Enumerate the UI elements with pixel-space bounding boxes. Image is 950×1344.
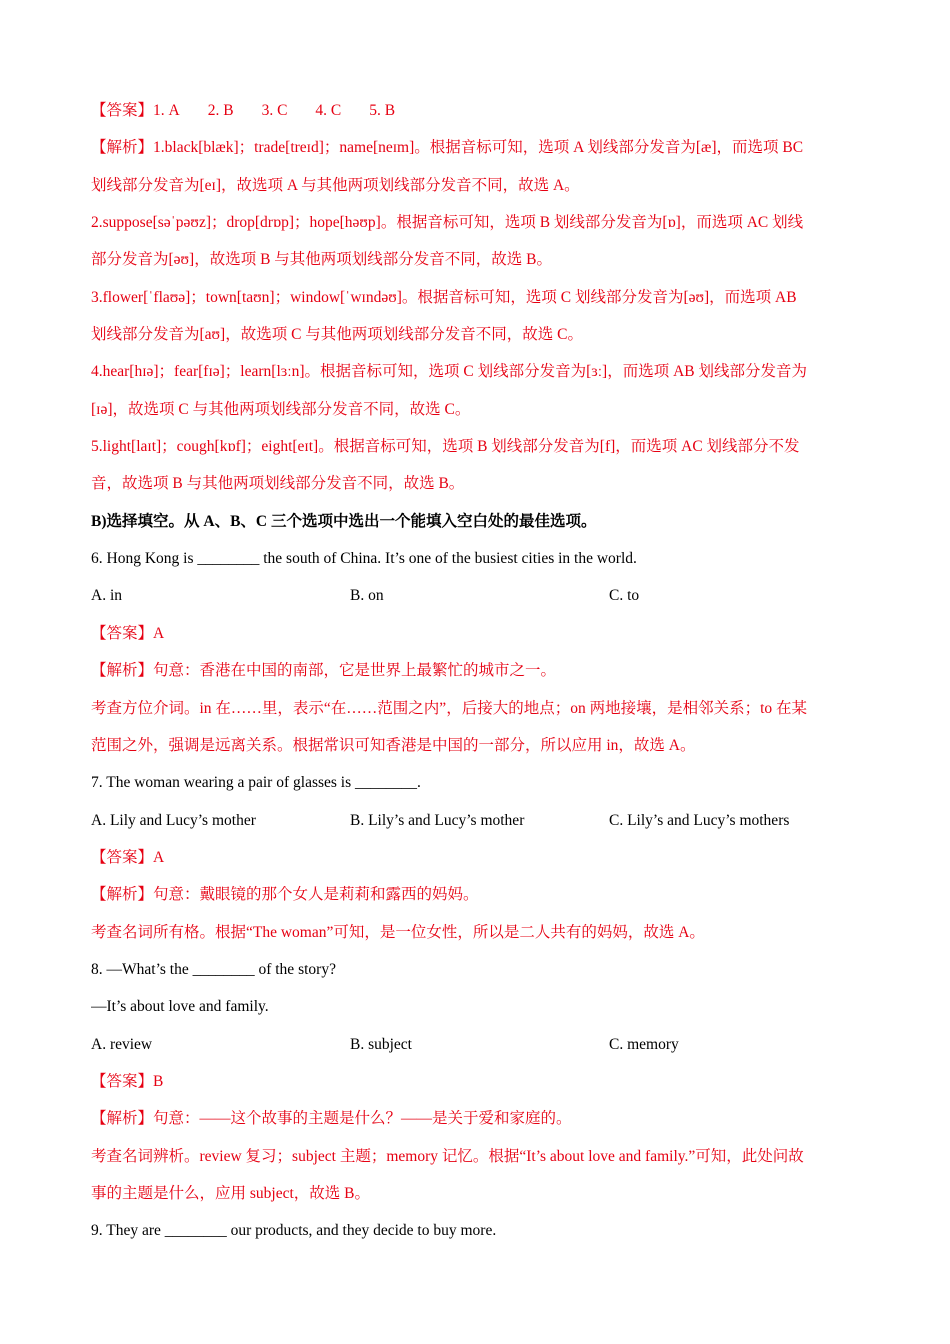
question-analysis-line: 考查名词辨析。review 复习；subject 主题；memory 记忆。根据“It’s about love and family.”可知，此处问故 xyxy=(91,1147,804,1165)
answer-item: 1. A xyxy=(153,102,180,119)
question-stem: 8. —What’s the ________ of the story? xyxy=(91,960,336,978)
option-c: C. memory xyxy=(609,1035,679,1053)
option-a: A. Lily and Lucy’s mother xyxy=(91,811,256,829)
analysis-line: [ɪə]，故选项 C 与其他两项划线部分发音不同，故选 C。 xyxy=(91,400,471,418)
question-analysis: 【解析】句意：戴眼镜的那个女人是莉莉和露西的妈妈。 xyxy=(91,886,479,904)
answer-item: 2. B xyxy=(207,102,234,119)
question-analysis: 【解析】句意：——这个故事的主题是什么？——是关于爱和家庭的。 xyxy=(91,1110,572,1128)
option-a: A. in xyxy=(91,587,122,605)
section-heading: B)选择填空。从 A、B、C 三个选项中选出一个能填入空白处的最佳选项。 xyxy=(91,512,597,530)
question-analysis-line: 考查方位介词。in 在……里，表示“在……范围之内”，后接大的地点；on 两地接壤，是相邻关系；to 在某 xyxy=(91,699,807,717)
analysis-label: 【解析】 xyxy=(91,139,154,157)
analysis-line: 4.hear[hɪə]；fear[fɪə]；learn[lɜːn]。根据音标可知，选项 C 划线部分发音为[ɜː]，而选项 AB 划线部分发音为 xyxy=(91,363,807,381)
option-a: A. review xyxy=(91,1035,153,1053)
analysis-line: 5.light[laɪt]；cough[kɒf]；eight[eɪt]。根据音标可知，选项 B 划线部分发音为[f]，而选项 AC 划线部分不发 xyxy=(91,438,800,456)
question-stem: 6. Hong Kong is ________ the south of China. It’s one of the busiest cities in the world. xyxy=(91,550,637,568)
answer-item: 5. B xyxy=(369,102,396,119)
question-analysis-line: 范围之外，强调是远离关系。根据常识可知香港是中国的一部分，所以应用 in，故选 A。 xyxy=(91,736,696,754)
question-answer: 【答案】B xyxy=(91,1072,164,1090)
option-c: C. to xyxy=(609,587,640,605)
answer-line-1-5 xyxy=(91,92,861,129)
question-stem: 9. They are ________ our products, and they decide to buy more. xyxy=(91,1222,497,1240)
question-analysis-line: 考查名词所有格。根据“The woman”可知，是一位女性，所以是二人共有的妈妈，故选 A。 xyxy=(91,923,705,941)
question-answer: 【答案】A xyxy=(91,848,165,866)
answer-label: 【答案】 xyxy=(91,102,154,119)
analysis-line: 3.flower[ˈflaʊə]；town[taʊn]；window[ˈwɪndəʊ]。根据音标可知，选项 C 划线部分发音为[əʊ]，而选项 AB xyxy=(91,288,797,306)
page-content xyxy=(91,92,861,1250)
analysis-line: 【解析】1.black[blæk]；trade[treɪd]；name[neɪm]。根据音标可知，选项 A 划线部分发音为[æ]，而选项 BC xyxy=(91,139,804,157)
option-c: C. Lily’s and Lucy’s mothers xyxy=(609,811,790,829)
question-analysis: 【解析】句意：香港在中国的南部，它是世界上最繁忙的城市之一。 xyxy=(91,662,557,680)
option-b: B. Lily’s and Lucy’s mother xyxy=(350,811,525,829)
question-analysis-line: 事的主题是什么，应用 subject，故选 B。 xyxy=(91,1184,370,1202)
analysis-line: 2.suppose[səˈpəʊz]；drop[drɒp]；hope[həʊp]。根据音标可知，选项 B 划线部分发音为[ɒ]，而选项 AC 划线 xyxy=(91,214,804,232)
question-answer: 【答案】A xyxy=(91,624,165,642)
analysis-line: 部分发音为[əʊ]，故选项 B 与其他两项划线部分发音不同，故选 B。 xyxy=(91,251,553,269)
analysis-line: 划线部分发音为[eɪ]，故选项 A 与其他两项划线部分发音不同，故选 A。 xyxy=(91,176,580,194)
answer-item: 4. C xyxy=(315,102,342,119)
question-options xyxy=(91,577,861,614)
answer-item: 3. C xyxy=(261,102,288,119)
option-b: B. on xyxy=(350,587,384,605)
option-b: B. subject xyxy=(350,1035,412,1053)
analysis-line: 音，故选项 B 与其他两项划线部分发音不同，故选 B。 xyxy=(91,475,465,493)
question-options xyxy=(91,1026,861,1063)
question-options xyxy=(91,802,861,839)
analysis-line: 划线部分发音为[aʊ]，故选项 C 与其他两项划线部分发音不同，故选 C。 xyxy=(91,326,584,344)
question-stem-reply: —It’s about love and family. xyxy=(91,998,269,1016)
question-stem: 7. The woman wearing a pair of glasses is ________. xyxy=(91,774,421,792)
